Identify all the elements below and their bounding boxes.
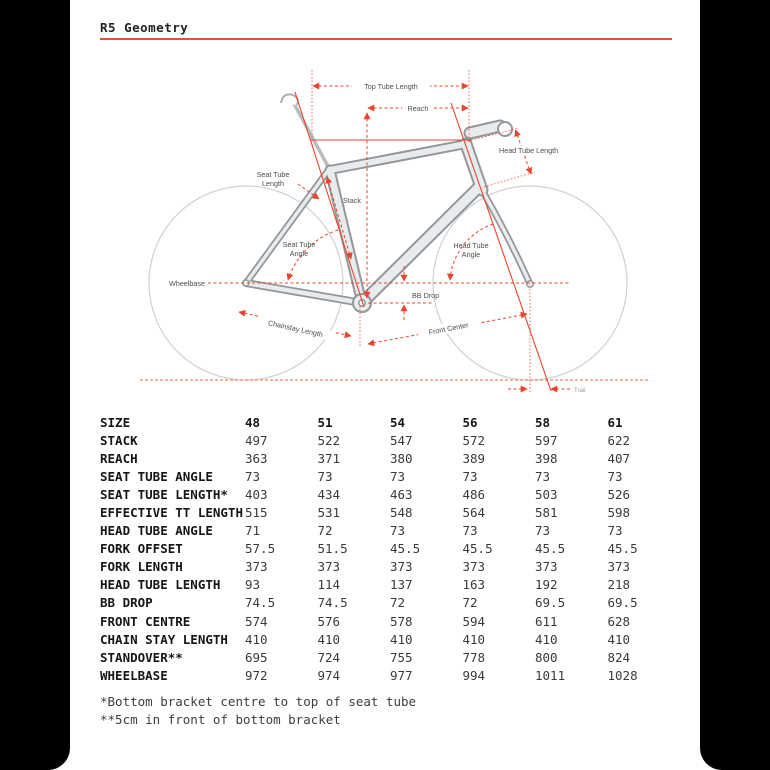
table-row [100, 666, 682, 684]
row-value: 574 [245, 613, 268, 629]
row-value: 73 [245, 468, 261, 484]
label-seat-tube-angle-1: Seat Tube [282, 240, 316, 249]
row-value: 51.5 [317, 541, 348, 557]
row-value: 695 [245, 649, 268, 665]
row-label: STACK [100, 432, 138, 448]
row-value: 1028 [607, 667, 638, 683]
row-value: 578 [390, 613, 413, 629]
row-value: 71 [245, 523, 261, 539]
label-head-tube-length: Head Tube Length [499, 146, 559, 155]
size-column-header: 58 [535, 414, 551, 430]
label-wheelbase: Wheelbase [169, 279, 205, 288]
row-value: 73 [462, 523, 478, 539]
row-value: 594 [462, 613, 486, 629]
row-value: 572 [462, 432, 486, 448]
row-value: 410 [390, 631, 413, 647]
row-value: 611 [535, 613, 558, 629]
row-value: 74.5 [245, 595, 276, 611]
label-top-tube-length: Top Tube Length [364, 82, 418, 91]
row-label: SEAT TUBE LENGTH* [100, 486, 228, 502]
table-row [100, 558, 682, 576]
row-value: 778 [462, 649, 486, 665]
size-column-header: 61 [607, 414, 623, 430]
row-value: 380 [390, 450, 413, 466]
row-value: 410 [462, 631, 486, 647]
row-value: 72 [317, 523, 333, 539]
size-header-label: SIZE [100, 414, 131, 430]
row-value: 57.5 [245, 541, 276, 557]
row-value: 576 [317, 613, 341, 629]
dimension-labels [169, 81, 585, 394]
row-value: 373 [245, 559, 268, 575]
row-value: 163 [462, 577, 486, 593]
row-value: 363 [245, 450, 268, 466]
row-label: REACH [100, 450, 138, 466]
row-value: 597 [535, 432, 558, 448]
row-value: 69.5 [535, 595, 566, 611]
row-value: 73 [607, 468, 623, 484]
row-value: 45.5 [607, 541, 638, 557]
row-value: 389 [462, 450, 486, 466]
geometry-table-body [100, 431, 682, 684]
row-value: 410 [607, 631, 631, 647]
label-trail: Trail [574, 388, 586, 394]
page-title: R5 Geometry [100, 20, 189, 35]
row-value: 373 [607, 559, 631, 575]
row-label: WHEELBASE [100, 667, 168, 683]
row-value: 373 [462, 559, 486, 575]
row-value: 73 [535, 468, 551, 484]
row-value: 407 [607, 450, 631, 466]
geometry-table-header-row [100, 413, 682, 431]
size-column-header: 54 [390, 414, 406, 430]
row-value: 1011 [535, 667, 566, 683]
row-value: 486 [462, 486, 486, 502]
row-label: FRONT CENTRE [100, 613, 191, 629]
geometry-table [100, 413, 682, 684]
row-value: 526 [607, 486, 631, 502]
row-value: 434 [317, 486, 341, 502]
row-value: 373 [535, 559, 558, 575]
row-value: 45.5 [535, 541, 566, 557]
row-value: 373 [317, 559, 341, 575]
row-value: 45.5 [462, 541, 493, 557]
dimension-lines [208, 86, 570, 389]
row-value: 69.5 [607, 595, 638, 611]
table-row [100, 540, 682, 558]
row-value: 497 [245, 432, 268, 448]
row-label: STANDOVER** [100, 649, 183, 665]
row-value: 410 [535, 631, 558, 647]
row-label: EFFECTIVE TT LENGTH [100, 505, 243, 521]
label-seat-tube-angle-2: Angle [289, 249, 309, 258]
table-row [100, 485, 682, 503]
row-value: 373 [390, 559, 413, 575]
table-row [100, 594, 682, 612]
row-value: 137 [390, 577, 413, 593]
label-chainstay-length: Chainstay Length [267, 318, 324, 339]
row-value: 73 [390, 523, 406, 539]
row-value: 824 [607, 649, 631, 665]
table-row [100, 522, 682, 540]
row-value: 73 [317, 468, 333, 484]
row-label: FORK LENGTH [100, 559, 183, 575]
row-value: 548 [390, 505, 413, 521]
footnote-standover: **5cm in front of bottom bracket [100, 711, 341, 727]
row-value: 974 [317, 667, 341, 683]
size-column-header: 56 [462, 414, 478, 430]
row-value: 522 [317, 432, 341, 448]
row-label: BB DROP [100, 595, 153, 611]
row-label: FORK OFFSET [100, 541, 183, 557]
row-value: 73 [462, 468, 478, 484]
row-value: 755 [390, 649, 413, 665]
table-row [100, 467, 682, 485]
row-label: SEAT TUBE ANGLE [100, 468, 213, 484]
row-value: 972 [245, 667, 268, 683]
table-row [100, 503, 682, 521]
row-value: 994 [462, 667, 486, 683]
row-value: 463 [390, 486, 413, 502]
row-value: 218 [607, 577, 631, 593]
label-stack: Stack [343, 196, 361, 205]
footnotes [100, 693, 416, 728]
row-value: 73 [607, 523, 623, 539]
row-value: 72 [390, 595, 406, 611]
row-value: 531 [317, 505, 341, 521]
row-value: 192 [535, 577, 558, 593]
bike-frame [243, 94, 533, 312]
row-value: 503 [535, 486, 558, 502]
row-value: 45.5 [390, 541, 421, 557]
label-bb-drop: BB Drop [412, 291, 440, 300]
size-column-header: 51 [317, 414, 333, 430]
row-value: 73 [390, 468, 406, 484]
label-seat-tube-length-2: Length [262, 179, 284, 188]
row-label: HEAD TUBE ANGLE [100, 523, 213, 539]
row-value: 403 [245, 486, 268, 502]
row-value: 410 [245, 631, 268, 647]
size-column-header: 48 [245, 414, 261, 430]
row-value: 73 [535, 523, 551, 539]
row-label: CHAIN STAY LENGTH [100, 631, 228, 647]
row-value: 398 [535, 450, 558, 466]
footnote-seat-tube: *Bottom bracket centre to top of seat tube [100, 694, 417, 709]
row-value: 622 [607, 432, 631, 448]
table-row [100, 630, 682, 648]
row-value: 410 [317, 631, 341, 647]
row-value: 114 [317, 577, 341, 593]
row-value: 977 [390, 667, 413, 683]
label-front-center: Front Center [427, 320, 470, 337]
row-value: 628 [607, 613, 631, 629]
row-value: 371 [317, 450, 341, 466]
row-value: 581 [535, 505, 558, 521]
table-row [100, 576, 682, 594]
row-value: 547 [390, 432, 413, 448]
label-head-tube-angle-1: Head Tube [453, 241, 489, 250]
table-row [100, 648, 682, 666]
table-row [100, 431, 682, 449]
row-value: 598 [607, 505, 631, 521]
row-value: 564 [462, 505, 486, 521]
row-value: 515 [245, 505, 268, 521]
table-row [100, 449, 682, 467]
row-value: 72 [462, 595, 478, 611]
row-value: 800 [535, 649, 558, 665]
row-value: 93 [245, 577, 261, 593]
label-reach: Reach [407, 104, 429, 113]
row-value: 74.5 [317, 595, 348, 611]
table-row [100, 612, 682, 630]
row-value: 724 [317, 649, 341, 665]
row-label: HEAD TUBE LENGTH [100, 577, 221, 593]
label-head-tube-angle-2: Angle [461, 250, 481, 259]
label-seat-tube-length-1: Seat Tube [256, 170, 290, 179]
